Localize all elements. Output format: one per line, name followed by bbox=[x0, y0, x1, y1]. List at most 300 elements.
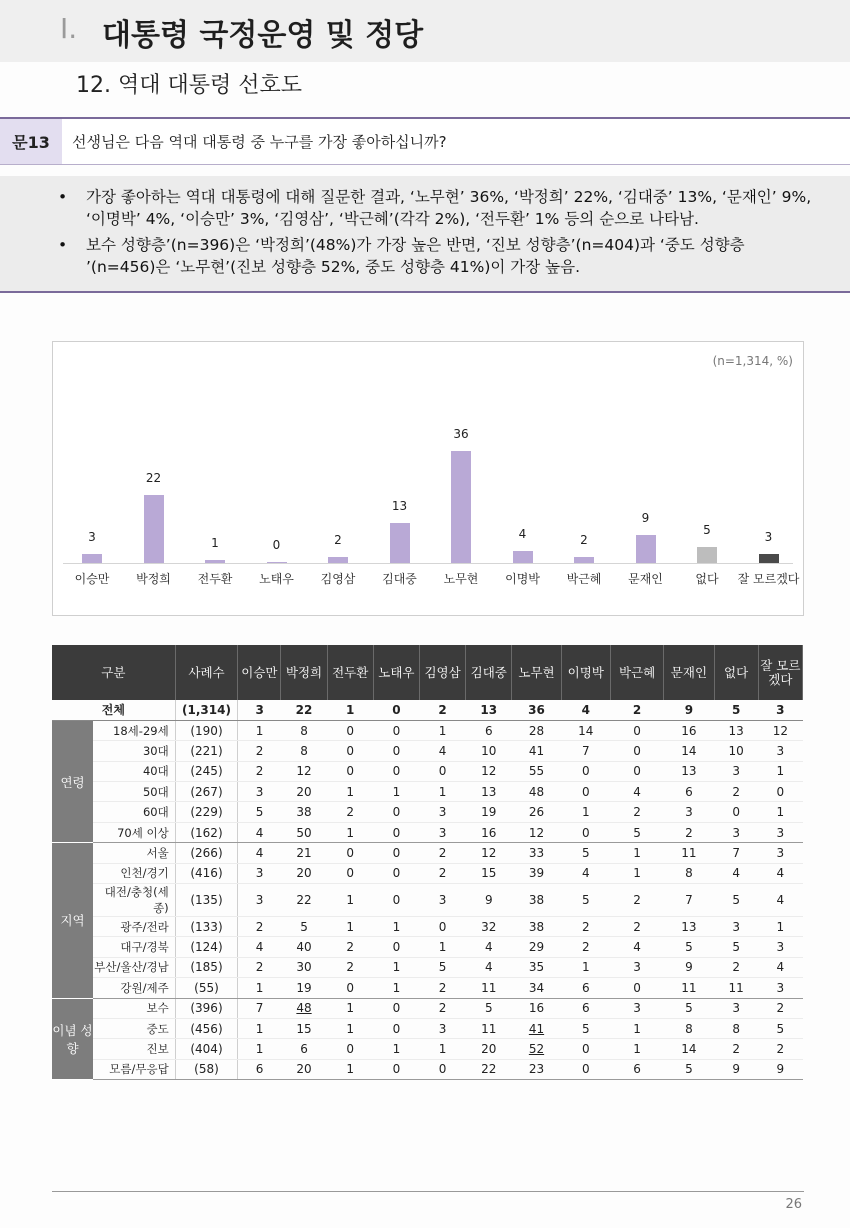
table-cell: 2 bbox=[610, 700, 663, 720]
table-cell: 19 bbox=[466, 802, 512, 822]
table-cell: 34 bbox=[512, 978, 561, 998]
table-cell: 6 bbox=[561, 998, 610, 1018]
table-cell: 6 bbox=[281, 1039, 327, 1059]
table-cell: 4 bbox=[758, 863, 802, 883]
chart-value-label: 2 bbox=[334, 532, 342, 547]
chart-bar bbox=[82, 554, 102, 563]
table-header-cell: 노무현 bbox=[512, 645, 561, 700]
table-cell: 1 bbox=[758, 761, 802, 781]
table-sample-size: (266) bbox=[175, 843, 238, 863]
table-cell: 12 bbox=[466, 843, 512, 863]
table-cell: 9 bbox=[466, 884, 512, 917]
table-row bbox=[52, 843, 803, 863]
table-cell: 48 bbox=[281, 998, 327, 1018]
table-cell: 1 bbox=[610, 863, 663, 883]
table-row-label: 부산/울산/경남 bbox=[93, 957, 175, 977]
table-row-label: 진보 bbox=[93, 1039, 175, 1059]
chart-bar bbox=[636, 535, 656, 563]
table-cell: 4 bbox=[610, 782, 663, 802]
table-cell: 1 bbox=[327, 1059, 373, 1079]
table-cell: 0 bbox=[327, 761, 373, 781]
table-cell: 0 bbox=[610, 761, 663, 781]
table-cell: 1 bbox=[238, 978, 281, 998]
chart-value-label: 13 bbox=[391, 498, 408, 513]
table-cell: 7 bbox=[238, 998, 281, 1018]
table-cell: 13 bbox=[466, 700, 512, 720]
table-cell: 8 bbox=[714, 1018, 758, 1038]
subsection-title: 12. 역대 대통령 선호도 bbox=[76, 73, 302, 98]
table-cell: 9 bbox=[714, 1059, 758, 1079]
table-cell: 3 bbox=[419, 1018, 465, 1038]
table-cell: 4 bbox=[561, 700, 610, 720]
table-row bbox=[52, 822, 803, 842]
table-cell: 5 bbox=[561, 884, 610, 917]
chart-bar bbox=[144, 495, 164, 563]
chart-category-label: 없다 bbox=[695, 572, 719, 586]
table-cell: 0 bbox=[373, 802, 419, 822]
table-sample-size: (1,314) bbox=[175, 700, 238, 720]
table-cell: 0 bbox=[373, 1059, 419, 1079]
table-cell: 1 bbox=[419, 937, 465, 957]
chart-bar bbox=[697, 547, 717, 563]
table-row-label: 중도 bbox=[93, 1018, 175, 1038]
table-cell: 2 bbox=[419, 700, 465, 720]
table-cell: 1 bbox=[327, 917, 373, 937]
table-cell: 5 bbox=[281, 917, 327, 937]
table-cell: 2 bbox=[238, 917, 281, 937]
table-cell: 33 bbox=[512, 843, 561, 863]
chart-bar bbox=[759, 554, 779, 563]
table-cell: 0 bbox=[373, 741, 419, 761]
table-cell: 8 bbox=[281, 720, 327, 740]
table-cell: 0 bbox=[758, 782, 802, 802]
summary-text: 가장 좋아하는 역대 대통령에 대해 질문한 결과, ‘노무현’ 36%, ‘박정희’ 22%, ‘김대중’ 13%, ‘문재인’ 9%, ‘이명박’ 4%, ‘이승만’ 3%, ‘김영삼’, ‘박근혜’(각각 2%), ‘전두환’ 1% 등의 순으로 나타남. bbox=[86, 188, 812, 228]
table-cell: 3 bbox=[610, 998, 663, 1018]
table-cell: 5 bbox=[714, 937, 758, 957]
table-cell: 5 bbox=[610, 822, 663, 842]
table-cell: 28 bbox=[512, 720, 561, 740]
table-cell: 4 bbox=[714, 863, 758, 883]
chart-category-label: 김영삼 bbox=[320, 572, 356, 586]
table-cell: 0 bbox=[561, 1059, 610, 1079]
table-cell: 4 bbox=[419, 741, 465, 761]
chart-unit-note: (n=1,314, %) bbox=[712, 354, 793, 368]
chart-value-label: 3 bbox=[764, 529, 773, 544]
table-cell: 2 bbox=[327, 802, 373, 822]
table-sample-size: (133) bbox=[175, 917, 238, 937]
table-cell: 2 bbox=[758, 1039, 802, 1059]
table-sample-size: (58) bbox=[175, 1059, 238, 1079]
table-cell: 1 bbox=[327, 1018, 373, 1038]
table-sample-size: (456) bbox=[175, 1018, 238, 1038]
table-cell: 5 bbox=[561, 843, 610, 863]
table-cell: 3 bbox=[238, 700, 281, 720]
table-cell: 0 bbox=[373, 822, 419, 842]
table-cell: 7 bbox=[561, 741, 610, 761]
table-cell: 1 bbox=[758, 917, 802, 937]
table-sample-size: (162) bbox=[175, 822, 238, 842]
table-cell: 1 bbox=[327, 782, 373, 802]
table-cell: 3 bbox=[610, 957, 663, 977]
table-cell: 52 bbox=[512, 1039, 561, 1059]
table-cell: 12 bbox=[758, 720, 802, 740]
chart-baseline bbox=[63, 563, 793, 564]
table-cell: 41 bbox=[512, 1018, 561, 1038]
table-sample-size: (221) bbox=[175, 741, 238, 761]
table-cell: 38 bbox=[512, 917, 561, 937]
table-cell: 0 bbox=[610, 741, 663, 761]
table-cell: 15 bbox=[281, 1018, 327, 1038]
table-cell: 0 bbox=[610, 720, 663, 740]
table-sample-size: (396) bbox=[175, 998, 238, 1018]
table-cell: 0 bbox=[610, 978, 663, 998]
table-cell: 5 bbox=[466, 998, 512, 1018]
table-cell: 2 bbox=[714, 957, 758, 977]
table-cell: 3 bbox=[758, 843, 802, 863]
table-header-cell: 이명박 bbox=[561, 645, 610, 700]
table-cell: 0 bbox=[419, 1059, 465, 1079]
table-sample-size: (185) bbox=[175, 957, 238, 977]
table-cell: 1 bbox=[238, 720, 281, 740]
table-cell: 0 bbox=[561, 1039, 610, 1059]
table-cell: 5 bbox=[419, 957, 465, 977]
table-cell: 1 bbox=[373, 782, 419, 802]
table-cell: 2 bbox=[561, 917, 610, 937]
table-cell: 0 bbox=[373, 720, 419, 740]
table-cell: 0 bbox=[373, 884, 419, 917]
table-cell: 0 bbox=[373, 863, 419, 883]
page-number: 26 bbox=[785, 1197, 802, 1212]
table-row-label: 30대 bbox=[93, 741, 175, 761]
table-header-cell: 없다 bbox=[714, 645, 758, 700]
table-cell: 7 bbox=[664, 884, 714, 917]
table-cell: 14 bbox=[664, 1039, 714, 1059]
table-cell: 1 bbox=[238, 1039, 281, 1059]
table-cell: 4 bbox=[466, 937, 512, 957]
table-cell: 8 bbox=[281, 741, 327, 761]
table-cell: 0 bbox=[714, 802, 758, 822]
table-header-cell: 박근혜 bbox=[610, 645, 663, 700]
table-row bbox=[52, 884, 803, 917]
table-cell: 20 bbox=[466, 1039, 512, 1059]
chart-category-label: 노태우 bbox=[259, 572, 294, 586]
table-cell: 5 bbox=[664, 998, 714, 1018]
chart-value-label: 4 bbox=[518, 526, 527, 541]
table-cell: 3 bbox=[419, 884, 465, 917]
table-header-cell: 김영삼 bbox=[419, 645, 465, 700]
chart-value-label: 0 bbox=[272, 538, 281, 552]
summary-box bbox=[0, 176, 850, 293]
table-cell: 1 bbox=[327, 998, 373, 1018]
chart-bar bbox=[390, 523, 410, 563]
table-row bbox=[52, 998, 803, 1018]
table-cell: 1 bbox=[327, 822, 373, 842]
table-cell: 38 bbox=[512, 884, 561, 917]
table-header-cell: 사례수 bbox=[175, 645, 238, 700]
question-text: 선생님은 다음 역대 대통령 중 누구를 가장 좋아하십니까? bbox=[72, 133, 447, 151]
table-cell: 2 bbox=[419, 863, 465, 883]
table-cell: 4 bbox=[758, 884, 802, 917]
table-row-label: 서울 bbox=[93, 843, 175, 863]
table-cell: 3 bbox=[758, 741, 802, 761]
table-cell: 8 bbox=[664, 1018, 714, 1038]
chart-value-label: 3 bbox=[88, 529, 96, 544]
table-cell: 8 bbox=[664, 863, 714, 883]
chart-value-label: 36 bbox=[453, 427, 469, 441]
table-cell: 1 bbox=[373, 1039, 419, 1059]
table-cell: 0 bbox=[373, 700, 419, 720]
table-cell: 0 bbox=[327, 863, 373, 883]
table-row-label: 대전/충청(세종) bbox=[93, 884, 175, 917]
table-cell: 4 bbox=[238, 822, 281, 842]
table-cell: 1 bbox=[561, 957, 610, 977]
table-cell: 1 bbox=[327, 884, 373, 917]
chart-value-label: 5 bbox=[703, 523, 711, 538]
table-cell: 2 bbox=[238, 741, 281, 761]
table-cell: 29 bbox=[512, 937, 561, 957]
table-cell: 11 bbox=[664, 843, 714, 863]
table-cell: 2 bbox=[610, 884, 663, 917]
table-header-cell: 구분 bbox=[52, 645, 175, 700]
table-cell: 11 bbox=[714, 978, 758, 998]
table-cell: 10 bbox=[466, 741, 512, 761]
table-cell: 23 bbox=[512, 1059, 561, 1079]
table-cell: 5 bbox=[758, 1018, 802, 1038]
table-cell: 11 bbox=[664, 978, 714, 998]
table-cell: 0 bbox=[561, 782, 610, 802]
table-cell: 20 bbox=[281, 863, 327, 883]
table-cell: 26 bbox=[512, 802, 561, 822]
table-cell: 12 bbox=[512, 822, 561, 842]
table-cell: 4 bbox=[561, 863, 610, 883]
table-cell: 4 bbox=[758, 957, 802, 977]
table-cell: 36 bbox=[512, 700, 561, 720]
table-cell: 38 bbox=[281, 802, 327, 822]
table-cell: 10 bbox=[714, 741, 758, 761]
table-cell: 6 bbox=[466, 720, 512, 740]
table-cell: 14 bbox=[664, 741, 714, 761]
question-number: 문13 bbox=[0, 119, 62, 164]
table-row bbox=[52, 1018, 803, 1038]
table-cell: 3 bbox=[238, 863, 281, 883]
table-cell: 2 bbox=[327, 937, 373, 957]
table-cell: 3 bbox=[758, 700, 802, 720]
table-row-label: 70세 이상 bbox=[93, 822, 175, 842]
bullet-icon: • bbox=[58, 188, 68, 206]
table-header-cell: 이승만 bbox=[238, 645, 281, 700]
table-row bbox=[52, 1039, 803, 1059]
table-cell: 22 bbox=[281, 884, 327, 917]
table-row bbox=[52, 1059, 803, 1079]
table-cell: 3 bbox=[714, 822, 758, 842]
table-cell: 0 bbox=[327, 720, 373, 740]
table-cell: 0 bbox=[327, 843, 373, 863]
table-cell: 2 bbox=[714, 1039, 758, 1059]
table-cell: 2 bbox=[419, 998, 465, 1018]
table-header-cell: 잘 모르겠다 bbox=[758, 645, 802, 700]
table-row bbox=[52, 937, 803, 957]
table-row-label: 18세-29세 bbox=[93, 720, 175, 740]
table-cell: 1 bbox=[610, 1018, 663, 1038]
table-cell: 2 bbox=[758, 998, 802, 1018]
table-row-label: 인천/경기 bbox=[93, 863, 175, 883]
chart-category-label: 노무현 bbox=[443, 572, 479, 586]
table-cell: 4 bbox=[466, 957, 512, 977]
table-group-label: 이념 성향 bbox=[52, 998, 93, 1080]
table-row bbox=[52, 978, 803, 998]
table-row bbox=[52, 741, 803, 761]
section-title: 대통령 국정운영 및 정당 bbox=[102, 18, 424, 53]
table-cell: 0 bbox=[327, 1039, 373, 1059]
table-row-total bbox=[52, 700, 803, 720]
table-row-label: 보수 bbox=[93, 998, 175, 1018]
table-cell: 5 bbox=[664, 1059, 714, 1079]
chart-category-label: 이승만 bbox=[74, 572, 110, 586]
table-header-cell: 박정희 bbox=[281, 645, 327, 700]
table-cell: 9 bbox=[758, 1059, 802, 1079]
chart-category-label: 이명박 bbox=[505, 572, 540, 586]
table-header-cell: 노태우 bbox=[373, 645, 419, 700]
table-cell: 0 bbox=[373, 843, 419, 863]
table-cell: 3 bbox=[758, 978, 802, 998]
table-group-label: 지역 bbox=[52, 843, 93, 998]
table-cell: 3 bbox=[758, 937, 802, 957]
table-cell: 12 bbox=[466, 761, 512, 781]
section-number: Ⅰ. bbox=[60, 12, 78, 45]
table-cell: 2 bbox=[238, 957, 281, 977]
table-cell: 30 bbox=[281, 957, 327, 977]
table-cell: 2 bbox=[419, 843, 465, 863]
table-cell: 0 bbox=[419, 761, 465, 781]
table-cell: 22 bbox=[281, 700, 327, 720]
table-row-label: 모름/무응답 bbox=[93, 1059, 175, 1079]
table-cell: 1 bbox=[561, 802, 610, 822]
chart-category-label: 김대중 bbox=[382, 572, 417, 586]
table-row-label: 광주/전라 bbox=[93, 917, 175, 937]
table-cell: 1 bbox=[419, 720, 465, 740]
table-cell: 16 bbox=[512, 998, 561, 1018]
table-group-label: 연령 bbox=[52, 720, 93, 842]
question-bar bbox=[0, 117, 850, 165]
table-cell: 4 bbox=[238, 843, 281, 863]
table-cell: 3 bbox=[419, 822, 465, 842]
bullet-icon: • bbox=[58, 236, 68, 254]
table-cell: 16 bbox=[466, 822, 512, 842]
table-cell: 0 bbox=[373, 1018, 419, 1038]
table-cell: 1 bbox=[373, 917, 419, 937]
table-cell: 13 bbox=[664, 761, 714, 781]
chart-value-label: 1 bbox=[211, 535, 219, 550]
table-cell: 2 bbox=[664, 822, 714, 842]
table-cell: 1 bbox=[610, 1039, 663, 1059]
table-sample-size: (416) bbox=[175, 863, 238, 883]
table-cell: 13 bbox=[664, 917, 714, 937]
table-cell: 1 bbox=[610, 843, 663, 863]
table-sample-size: (124) bbox=[175, 937, 238, 957]
table-cell: 1 bbox=[327, 700, 373, 720]
table-row-label: 강원/제주 bbox=[93, 978, 175, 998]
table-cell: 20 bbox=[281, 1059, 327, 1079]
table-cell: 50 bbox=[281, 822, 327, 842]
table-header-cell: 전두환 bbox=[327, 645, 373, 700]
table-cell: 3 bbox=[238, 884, 281, 917]
table-sample-size: (55) bbox=[175, 978, 238, 998]
table-cell: 0 bbox=[327, 741, 373, 761]
table-cell: 4 bbox=[238, 937, 281, 957]
table-cell: 9 bbox=[664, 957, 714, 977]
table-cell: 13 bbox=[466, 782, 512, 802]
table-row bbox=[52, 802, 803, 822]
table-cell: 3 bbox=[714, 998, 758, 1018]
chart-category-label: 전두환 bbox=[197, 572, 233, 586]
footer-rule bbox=[52, 1191, 804, 1192]
bar-chart bbox=[52, 341, 804, 616]
table-cell: 16 bbox=[664, 720, 714, 740]
table-sample-size: (229) bbox=[175, 802, 238, 822]
table-cell: 20 bbox=[281, 782, 327, 802]
table-cell: 35 bbox=[512, 957, 561, 977]
table-cell: 0 bbox=[327, 978, 373, 998]
table-row bbox=[52, 917, 803, 937]
table-header-cell: 문재인 bbox=[664, 645, 714, 700]
chart-category-label: 문재인 bbox=[628, 572, 663, 586]
table-cell: 0 bbox=[419, 917, 465, 937]
table-cell: 6 bbox=[238, 1059, 281, 1079]
table-cell: 0 bbox=[373, 937, 419, 957]
table-cell: 5 bbox=[714, 700, 758, 720]
table-cell: 0 bbox=[373, 998, 419, 1018]
table-sample-size: (245) bbox=[175, 761, 238, 781]
table-cell: 2 bbox=[419, 978, 465, 998]
table-cell: 55 bbox=[512, 761, 561, 781]
table-cell: 3 bbox=[238, 782, 281, 802]
table-cell: 48 bbox=[512, 782, 561, 802]
table-cell: 2 bbox=[327, 957, 373, 977]
table-row-label: 대구/경북 bbox=[93, 937, 175, 957]
table-cell: 2 bbox=[238, 761, 281, 781]
table-cell: 11 bbox=[466, 1018, 512, 1038]
table-row bbox=[52, 720, 803, 740]
table-row bbox=[52, 782, 803, 802]
table-cell: 3 bbox=[419, 802, 465, 822]
table-cell: 4 bbox=[610, 937, 663, 957]
table-cell: 6 bbox=[610, 1059, 663, 1079]
table-cell: 0 bbox=[561, 822, 610, 842]
table-cell: 39 bbox=[512, 863, 561, 883]
table-cell: 1 bbox=[373, 957, 419, 977]
table-cell: 21 bbox=[281, 843, 327, 863]
summary-text: 보수 성향층’(n=396)은 ‘박정희’(48%)가 가장 높은 반면, ‘진보 성향층’(n=404)과 ‘중도 성향층 ’(n=456)은 ‘노무현’(진보 성향층 52%, 중도 성향층 41%)이 가장 높음. bbox=[86, 236, 745, 276]
table-cell: 7 bbox=[714, 843, 758, 863]
table-cell: 0 bbox=[373, 761, 419, 781]
table-row-label: 전체 bbox=[52, 700, 175, 720]
table-cell: 1 bbox=[419, 782, 465, 802]
chart-value-label: 22 bbox=[145, 470, 162, 485]
table-cell: 13 bbox=[714, 720, 758, 740]
chart-category-label: 박근혜 bbox=[566, 572, 602, 586]
table-cell: 19 bbox=[281, 978, 327, 998]
table-cell: 9 bbox=[664, 700, 714, 720]
table-cell: 6 bbox=[561, 978, 610, 998]
table-cell: 3 bbox=[714, 761, 758, 781]
chart-bar bbox=[513, 551, 533, 563]
table-cell: 5 bbox=[714, 884, 758, 917]
table-cell: 2 bbox=[610, 802, 663, 822]
table-cell: 32 bbox=[466, 917, 512, 937]
table-cell: 6 bbox=[664, 782, 714, 802]
table-cell: 2 bbox=[610, 917, 663, 937]
chart-category-label: 잘 모르겠다 bbox=[737, 572, 800, 586]
